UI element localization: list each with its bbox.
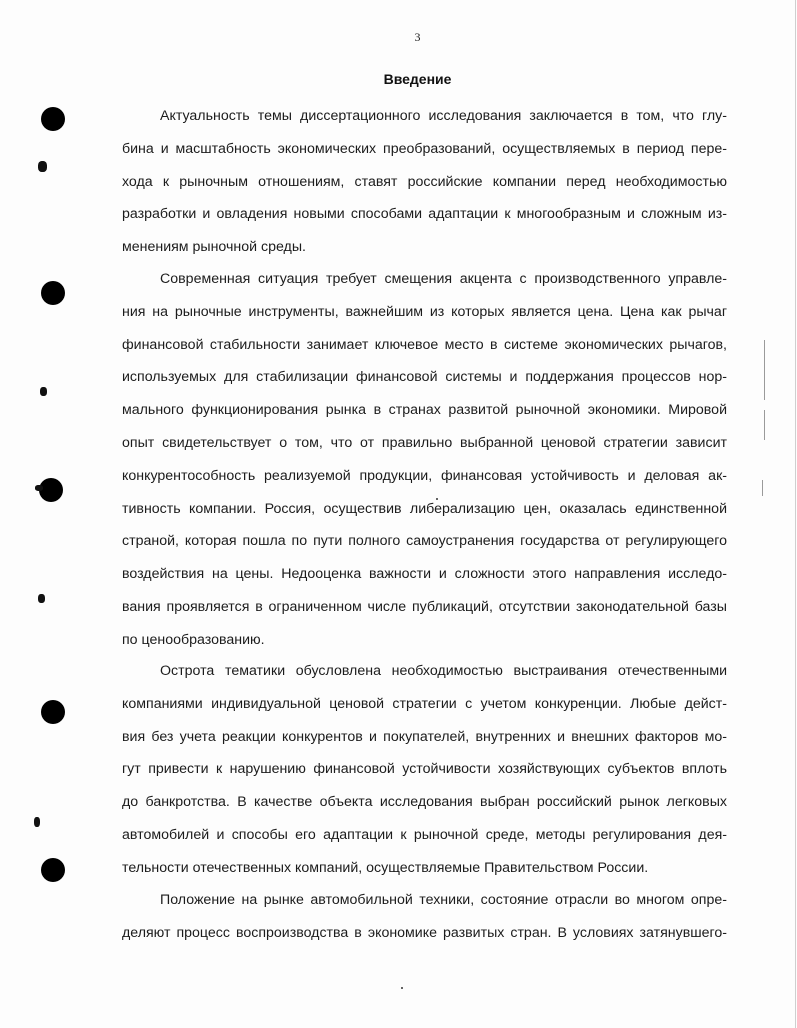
text-line: автомобилей и способы его адаптации к рыночной среде, методы регулирования дея- [122, 826, 727, 843]
paragraph-4 [122, 884, 727, 950]
scan-speck [38, 594, 45, 603]
text-line: гут привести к нарушению финансовой устойчивости хозяйствующих субъектов вплоть [122, 761, 727, 778]
scan-edge-line [764, 340, 765, 400]
text-line: опыт свидетельствует о том, что от правильно выбранной ценовой стратегии зависит [122, 434, 727, 451]
page-number: 3 [414, 30, 421, 44]
scan-speck [40, 387, 47, 396]
paragraph-2 [122, 263, 727, 657]
text-line: Положение на рынке автомобильной техники, состояние отрасли во многом опре- [160, 892, 727, 908]
page-title: Введение [383, 71, 452, 87]
text-line: хода к рыночным отношениям, ставят российские компании перед необходимостью [122, 173, 727, 190]
text-line: до банкротства. В качестве объекта исследования выбран российский рынок легковых [122, 794, 727, 811]
scan-edge-line [762, 480, 763, 496]
text-line: вия без учета реакции конкурентов и покупателей, внутренних и внешних факторов мо- [122, 728, 727, 745]
scan-speck [34, 817, 40, 827]
text-line: ния на рыночные инструменты, важнейшим из которых является цена. Цена как рычаг [122, 303, 727, 320]
text-line: Острота тематики обусловлена необходимостью выстраивания отечественными [160, 663, 727, 679]
text-line: мального функционирования рынка в странах развитой рыночной экономики. Мировой [122, 402, 727, 419]
text-line: Современная ситуация требует смещения акцента с производственного управле- [160, 271, 727, 287]
text-line: воздействия на цены. Недооценка важности и сложности этого направления исследо- [122, 566, 727, 583]
scan-edge-line [764, 410, 765, 440]
paragraph-3 [122, 655, 727, 885]
text-line: по ценообразованию. [122, 631, 265, 648]
text-line: финансовой стабильности занимает ключевое место в системе экономических рычагов, [122, 336, 727, 353]
text-line: конкурентособность реализуемой продукции, финансовая устойчивость и деловая ак- [122, 467, 727, 484]
text-line: тельности отечественных компаний, осуществляемые Правительством России. [122, 859, 649, 876]
punch-hole [41, 700, 65, 724]
text-line: вания проявляется в ограниченном числе публикаций, отсутствии законодательной базы [122, 598, 727, 615]
text-line: деляют процесс воспроизводства в экономике развитых стран. В условиях затянувшего- [122, 924, 727, 941]
text-line: бина и масштабность экономических преобразований, осуществляемых в период пере- [122, 140, 727, 157]
punch-hole [41, 107, 65, 131]
punch-hole [39, 478, 63, 502]
scan-edge-line [795, 0, 796, 1028]
punch-hole [41, 858, 65, 882]
text-line: используемых для стабилизации финансовой системы и поддержания процессов нор- [122, 369, 727, 386]
scan-speck [38, 161, 47, 172]
text-line: разработки и овладения новыми способами адаптации к многообразным и сложным из- [122, 206, 727, 223]
punch-hole [41, 281, 65, 305]
text-line: Актуальность темы диссертационного исследования заключается в том, что глу- [160, 108, 727, 124]
scan-speck [35, 485, 43, 491]
scan-dot [401, 987, 403, 989]
paragraph-1 [122, 100, 727, 264]
text-line: компаниями индивидуальной ценовой стратегии с учетом конкуренции. Любые дейст- [122, 695, 727, 712]
text-line: тивность компании. Россия, осуществив либерализацию цен, оказалась единственной [122, 500, 727, 517]
text-line: страной, которая пошла по пути полного самоустранения государства от регулирующего [122, 533, 727, 550]
text-line: менениям рыночной среды. [122, 239, 306, 256]
